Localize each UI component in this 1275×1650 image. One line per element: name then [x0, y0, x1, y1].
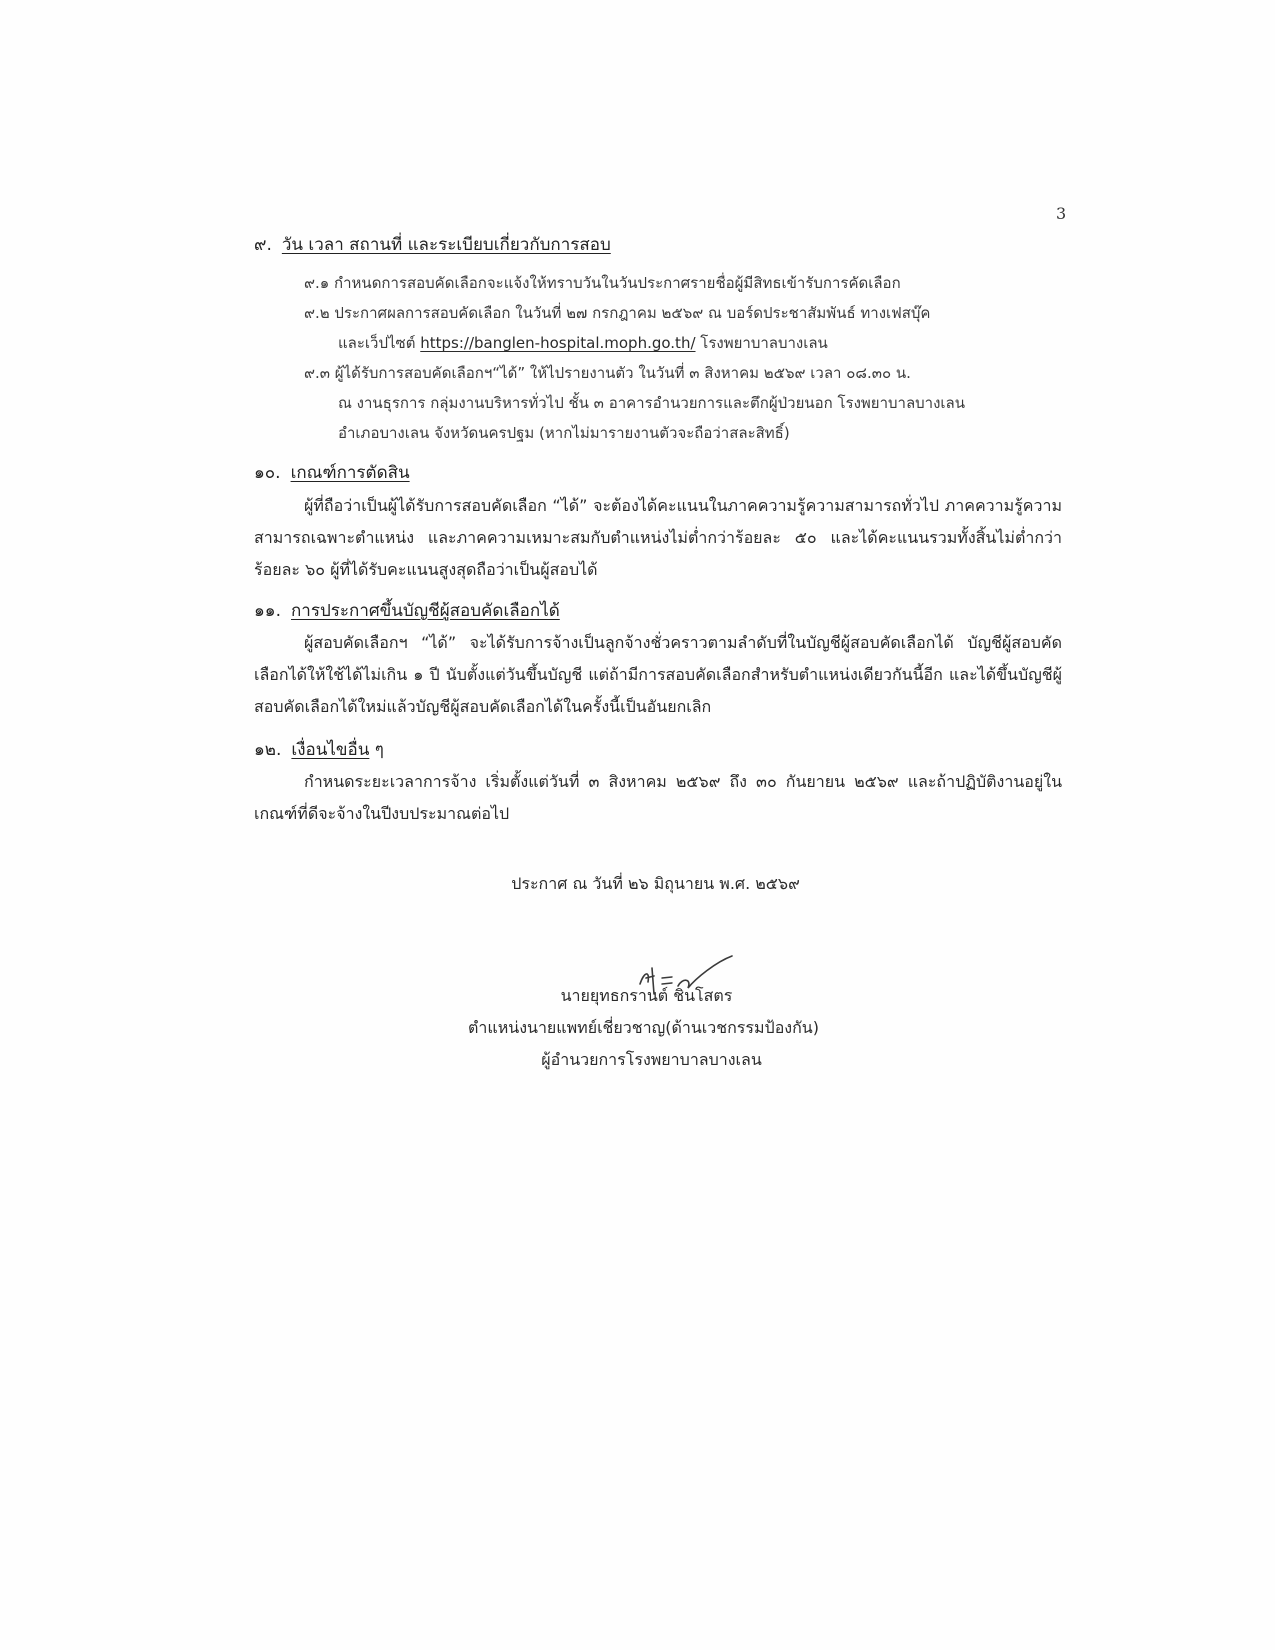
section-9-number: ๙. [254, 235, 272, 255]
signer-title: ผู้อำนวยการโรงพยาบาลบางเลน [541, 1050, 762, 1069]
section-10-body: ผู้ที่ถือว่าเป็นผู้ได้รับการสอบคัดเลือก “ได้” จะต้องได้คะแนนในภาคความรู้ความสามารถทั่วไป ภาคความรู้ความสามารถเฉพาะตำแหน่ง และภาคความเหมาะสมกับตำแหน่งไม่ต่ำกว่าร้อยละ ๕๐ และได้คะแนนรวมทั้งสิ้นไม่ต่ำกว่าร้อยละ ๖๐ ผู้ที่ได้รับคะแนนสูงสุดถือว่าเป็นผู้สอบได้ [254, 496, 1062, 579]
section-9-item-1: ๙.๑ กำหนดการสอบคัดเลือกจะแจ้งให้ทราบวันในวันประกาศรายชื่อผู้มีสิทธเข้ารับการคัดเลือก [304, 274, 901, 292]
section-9-item-3-line-3: อำเภอบางเลน จังหวัดนครปฐม (หากไม่มารายงานตัวจะถือว่าสละสิทธิ์) [338, 424, 790, 442]
section-9-item-2-line-1: ๙.๒ ประกาศผลการสอบคัดเลือก ในวันที่ ๒๗ กรกฎาคม ๒๕๖๙ ณ บอร์ดประชาสัมพันธ์ ทางเฟสบุ๊ค [304, 304, 931, 322]
section-11-body: ผู้สอบคัดเลือกฯ “ได้” จะได้รับการจ้างเป็นลูกจ้างชั่วคราวตามลำดับที่ในบัญชีผู้สอบคัดเลือกได้ บัญชีผู้สอบคัดเลือกได้ให้ใช้ได้ไม่เกิน ๑ ปี นับตั้งแต่วันขึ้นบัญชี แต่ถ้ามีการสอบคัดเลือกสำหรับตำแหน่งเดียวกันนี้อีก และได้ขึ้นบัญชีผู้สอบคัดเลือกได้ใหม่แล้วบัญชีผู้สอบคัดเลือกได้ในครั้งนี้เป็นอันยกเลิก [254, 633, 1062, 716]
section-12-title-suffix: ๆ [374, 740, 384, 760]
signer-position: ตำแหน่งนายแพทย์เชี่ยวชาญ(ด้านเวชกรรมป้องกัน) [468, 1018, 819, 1037]
announcement-date: ประกาศ ณ วันที่ ๒๖ มิถุนายน พ.ศ. ๒๕๖๙ [511, 874, 800, 893]
section-9-item-2-line-2 [338, 331, 828, 355]
section-11-title: การประกาศขึ้นบัญชีผู้สอบคัดเลือกได้ [291, 601, 560, 621]
section-10-heading [254, 459, 410, 486]
section-10-title: เกณฑ์การตัดสิน [290, 463, 410, 483]
section-12-number: ๑๒. [254, 740, 282, 760]
section-12-title: เงื่อนไขอื่น [291, 740, 370, 760]
section-11-number: ๑๑. [254, 601, 281, 621]
section-9-title: วัน เวลา สถานที่ และระเบียบเกี่ยวกับการสอบ [281, 235, 611, 255]
section-12-body: กำหนดระยะเวลาการจ้าง เริ่มตั้งแต่วันที่ ๓ สิงหาคม ๒๕๖๙ ถึง ๓๐ กันยายน ๒๕๖๙ และถ้าปฏิบัติงานอยู่ในเกณฑ์ที่ดีจะจ้างในปีงบประมาณต่อไป [254, 772, 1062, 823]
page-number: 3 [1056, 204, 1067, 223]
section-9-item-3-line-1: ๙.๓ ผู้ได้รับการสอบคัดเลือกฯ“ได้” ให้ไปรายงานตัว ในวันที่ ๓ สิงหาคม ๒๕๖๙ เวลา ๐๘.๓๐ น. [304, 364, 911, 382]
section-9-heading [254, 231, 611, 258]
section-9-item-2-suffix: โรงพยาบาลบางเลน [700, 334, 828, 352]
section-12-heading [254, 736, 384, 763]
section-11-heading [254, 597, 560, 624]
section-9-item-2-prefix: และเว็ปไซต์ [338, 334, 416, 352]
hospital-website-link[interactable]: https://banglen-hospital.moph.go.th/ [420, 334, 696, 352]
section-9-item-3-line-2: ณ งานธุรการ กลุ่มงานบริหารทั่วไป ชั้น ๓ อาคารอำนวยการและตึกผู้ป่วยนอก โรงพยาบาลบางเลน [338, 394, 965, 412]
section-10-number: ๑๐. [254, 463, 281, 483]
signer-name: นายยุทธกรานต์ ชินโสตร [560, 986, 733, 1005]
